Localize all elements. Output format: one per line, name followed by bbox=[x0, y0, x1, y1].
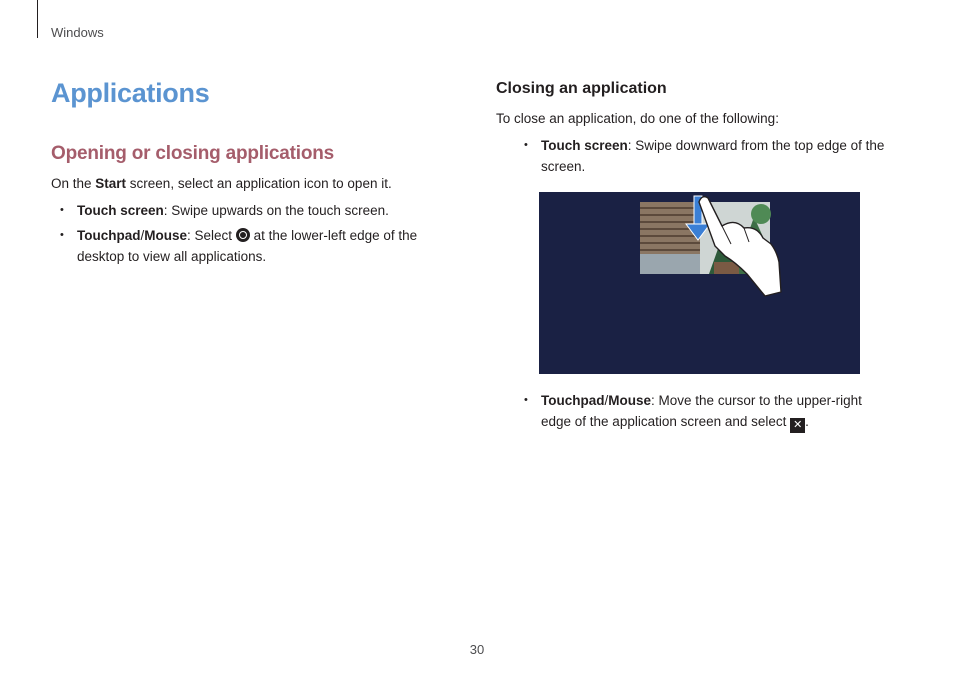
bullet-label-touchpad: Touchpad bbox=[541, 393, 605, 408]
bullet-sep: / bbox=[140, 228, 145, 243]
bullet-text: : Swipe downward from the top edge of the bbox=[627, 138, 885, 153]
open-intro-suffix: screen, select an application icon to open it. bbox=[126, 176, 392, 191]
bullet-text-line2: edge of the application screen and select bbox=[541, 414, 791, 429]
list-item bbox=[60, 200, 389, 221]
close-x-icon: ✕ bbox=[790, 418, 805, 433]
bullet-text: : Swipe upwards on the touch screen. bbox=[163, 203, 389, 218]
section-subtitle: Opening or closing applications bbox=[51, 143, 335, 164]
bullet-label-mouse: Mouse bbox=[608, 393, 652, 408]
open-intro-start: Start bbox=[95, 176, 127, 191]
blinds bbox=[640, 202, 700, 274]
closing-heading: Closing an application bbox=[496, 80, 667, 97]
bullet-sep: / bbox=[604, 393, 609, 408]
bullet-label-mouse: Mouse bbox=[144, 228, 188, 243]
header-rule bbox=[37, 0, 38, 38]
bullet-label-touch: Touch screen bbox=[77, 203, 164, 218]
section-label: Windows bbox=[51, 25, 104, 40]
list-item bbox=[524, 390, 911, 433]
bullet-text: . bbox=[805, 414, 809, 429]
bullet-text: at the lower-left edge of the bbox=[249, 228, 418, 243]
close-intro-paragraph: To close an application, do one of the following: bbox=[496, 111, 779, 126]
bullet-dot: • bbox=[60, 229, 64, 241]
start-down-arrow-icon bbox=[236, 228, 250, 242]
bullet-text-line2: desktop to view all applications. bbox=[77, 249, 267, 264]
swipe-down-hand-icon bbox=[539, 192, 860, 374]
bullet-dot: • bbox=[524, 394, 528, 406]
bullet-text: : Select bbox=[187, 228, 236, 243]
bullet-text: : Move the cursor to the upper-right bbox=[651, 393, 862, 408]
list-item bbox=[60, 225, 437, 267]
bullet-dot: • bbox=[60, 204, 64, 216]
page-title: Applications bbox=[51, 78, 210, 108]
swipe-illustration bbox=[539, 192, 860, 374]
bullet-label-touch: Touch screen bbox=[541, 138, 628, 153]
bullet-label-touchpad: Touchpad bbox=[77, 228, 141, 243]
list-item bbox=[524, 135, 911, 177]
page-number: 30 bbox=[469, 642, 485, 657]
open-intro-paragraph bbox=[51, 174, 392, 194]
bullet-dot: • bbox=[524, 139, 528, 151]
open-intro-prefix: On the bbox=[51, 176, 96, 191]
bullet-text-line2: screen. bbox=[541, 159, 586, 174]
